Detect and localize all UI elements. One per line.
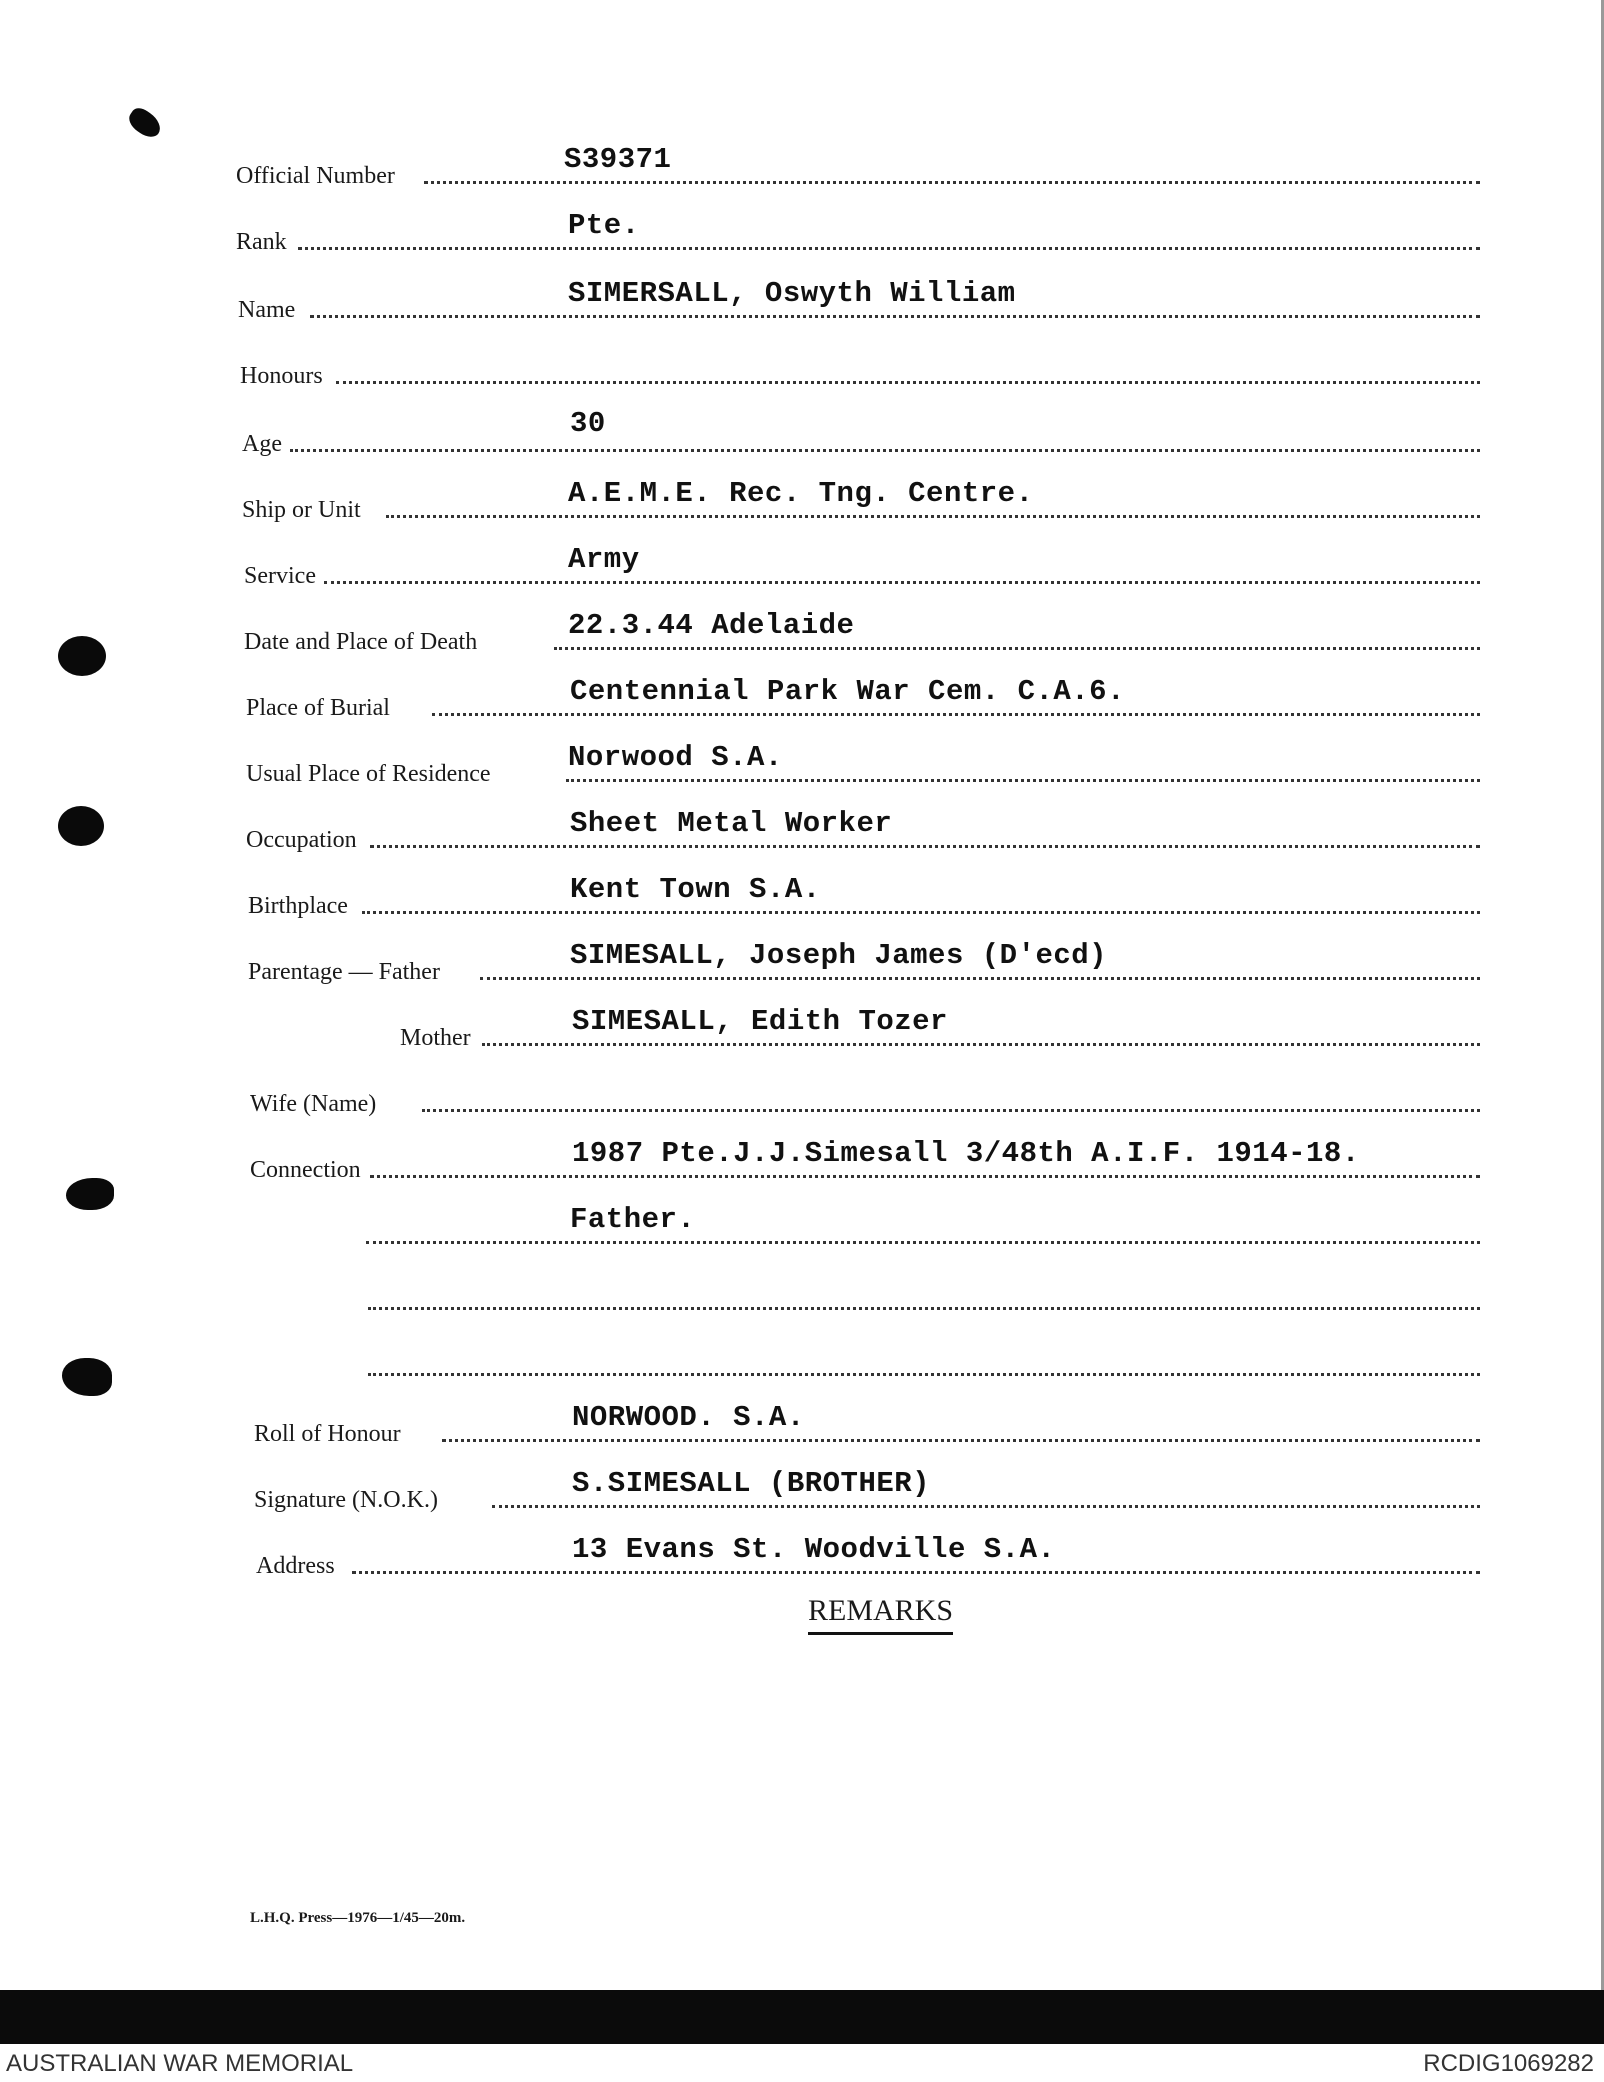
field-label: Address [256, 1553, 335, 1579]
field-label: Official Number [236, 163, 395, 189]
field-date-place-of-death [244, 609, 1480, 655]
field-wife-name [250, 1076, 1480, 1116]
field-label: Occupation [246, 827, 357, 853]
field-usual-place-of-residence [246, 741, 1480, 787]
dotted-line [566, 779, 1480, 782]
field-place-of-burial [246, 675, 1480, 721]
field-label: Parentage — Father [248, 959, 440, 985]
field-label: Honours [240, 363, 323, 389]
field-ship-or-unit [242, 477, 1480, 523]
field-roll-of-honour [254, 1401, 1480, 1447]
field-label: Name [238, 297, 296, 323]
punch-hole-mark [58, 636, 106, 676]
punch-hole-mark [62, 1358, 112, 1396]
field-value: SIMERSALL, Oswyth William [568, 277, 1016, 310]
dotted-line [554, 647, 1480, 650]
ink-tick-mark [125, 104, 165, 142]
field-value: A.E.M.E. Rec. Tng. Centre. [568, 477, 1034, 510]
field-value: NORWOOD. S.A. [572, 1401, 805, 1434]
field-connection [250, 1137, 1480, 1183]
dotted-line [298, 247, 1480, 250]
punch-hole-mark [58, 806, 104, 846]
field-value: Norwood S.A. [568, 741, 783, 774]
dotted-line [290, 449, 1480, 452]
dotted-line [324, 581, 1480, 584]
field-label: Age [242, 431, 282, 457]
field-value: Army [568, 543, 640, 576]
field-name [238, 277, 1480, 323]
dotted-line [480, 977, 1480, 980]
dotted-line [352, 1571, 1480, 1574]
dotted-line [368, 1307, 1480, 1310]
field-value: 13 Evans St. Woodville S.A. [572, 1533, 1056, 1566]
field-mother [400, 1005, 1480, 1051]
field-value: Centennial Park War Cem. C.A.6. [570, 675, 1125, 708]
field-label: Connection [250, 1157, 361, 1183]
field-label: Rank [236, 229, 287, 255]
field-label: Wife (Name) [250, 1091, 377, 1117]
field-connection-line-2 [250, 1203, 1480, 1248]
dotted-line [368, 1373, 1480, 1376]
print-code: L.H.Q. Press—1976—1/45—20m. [250, 1910, 466, 1926]
remarks-heading: REMARKS [808, 1594, 953, 1635]
field-official-number [236, 143, 1480, 189]
field-label: Birthplace [248, 893, 348, 919]
dotted-line [442, 1439, 1480, 1442]
field-honours [240, 348, 1480, 388]
field-signature-nok [254, 1467, 1480, 1513]
field-occupation [246, 807, 1480, 853]
field-label: Date and Place of Death [244, 629, 478, 655]
field-parentage-father [248, 939, 1480, 985]
dotted-line [362, 911, 1480, 914]
field-value: S.SIMESALL (BROTHER) [572, 1467, 931, 1500]
dotted-line [370, 1175, 1480, 1178]
field-label: Service [244, 563, 316, 589]
scan-bottom-band [0, 1990, 1604, 2044]
punch-hole-mark [66, 1178, 114, 1210]
field-label: Place of Burial [246, 695, 390, 721]
field-label: Ship or Unit [242, 497, 361, 523]
dotted-line [422, 1109, 1480, 1112]
dotted-line [366, 1241, 1480, 1244]
dotted-line [336, 381, 1480, 384]
field-value: Pte. [568, 209, 640, 242]
dotted-line [370, 845, 1480, 848]
field-value: Sheet Metal Worker [570, 807, 893, 840]
footer-archive-name: AUSTRALIAN WAR MEMORIAL [6, 2050, 354, 2077]
field-birthplace [248, 873, 1480, 919]
field-value: Kent Town S.A. [570, 873, 821, 906]
field-rank [236, 209, 1480, 255]
dotted-line [432, 713, 1480, 716]
field-value: S39371 [564, 143, 672, 176]
field-label: Signature (N.O.K.) [254, 1487, 438, 1513]
field-label: Roll of Honour [254, 1421, 401, 1447]
field-value: SIMESALL, Joseph James (D'ecd) [570, 939, 1108, 972]
field-address [256, 1533, 1480, 1579]
field-age [242, 407, 1480, 457]
field-value: 1987 Pte.J.J.Simesall 3/48th A.I.F. 1914-18. [572, 1137, 1360, 1170]
field-value: 22.3.44 Adelaide [568, 609, 855, 642]
field-value: Father. [570, 1203, 696, 1236]
field-connection-line-3 [250, 1274, 1480, 1314]
field-value: 30 [570, 407, 606, 440]
field-service [244, 543, 1480, 589]
field-label: Usual Place of Residence [246, 761, 491, 787]
footer-record-id: RCDIG1069282 [1423, 2050, 1594, 2077]
dotted-line [492, 1505, 1480, 1508]
field-connection-line-4 [250, 1340, 1480, 1380]
dotted-line [310, 315, 1480, 318]
dotted-line [386, 515, 1480, 518]
field-label: Mother [400, 1025, 471, 1051]
dotted-line [482, 1043, 1480, 1046]
dotted-line [424, 181, 1480, 184]
field-value: SIMESALL, Edith Tozer [572, 1005, 948, 1038]
